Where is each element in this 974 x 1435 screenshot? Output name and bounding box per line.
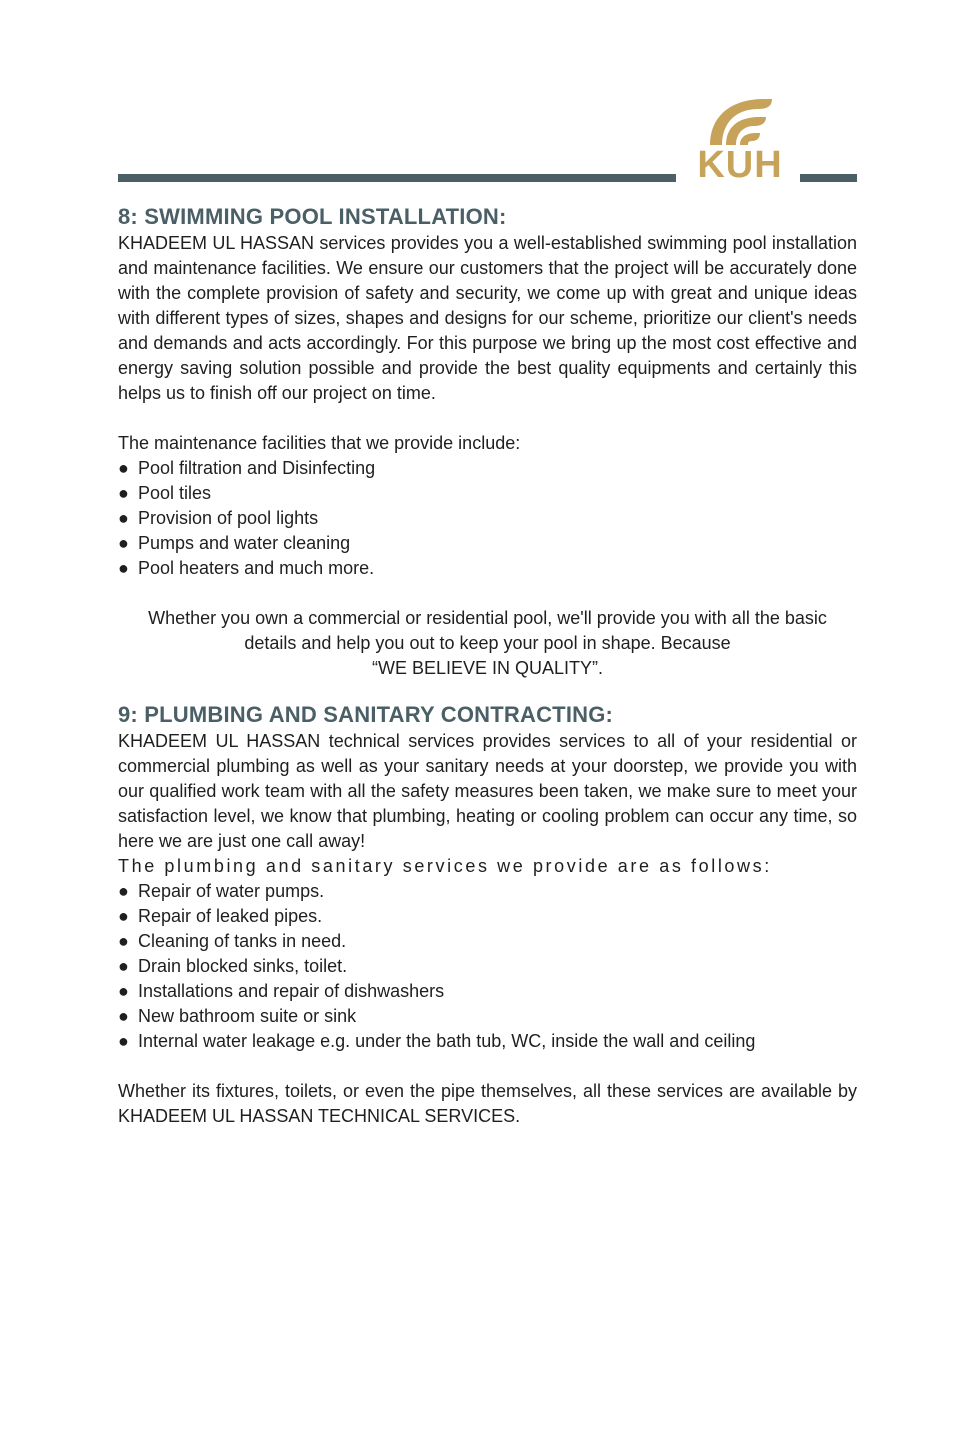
list-item: ● Pumps and water cleaning [118,531,857,556]
list-item: ● Drain blocked sinks, toilet. [118,954,857,979]
bullet-icon: ● [118,508,129,528]
list-item: ● Repair of water pumps. [118,879,857,904]
logo-text: KUH [697,144,783,186]
list-item: ● Pool heaters and much more. [118,556,857,581]
bullet-icon: ● [118,981,129,1001]
bullet-icon: ● [118,906,129,926]
list-item: ● Provision of pool lights [118,506,857,531]
page-content [118,203,857,1129]
list-item: ● Pool filtration and Disinfecting [118,456,857,481]
section-8-list-intro: The maintenance facilities that we provide include: [118,433,521,453]
section-8-slogan: “WE BELIEVE IN QUALITY”. [371,658,604,678]
section-8-intro: KHADEEM UL HASSAN services provides you a well-established swimming pool installation and maintenance facilities. We ensure our customers that the project will be accurately done with the complete provision of safety and security, we come up with great and unique ideas with different types of sizes, shapes and designs for our scheme, prioritize our client's needs and demands and acts accordingly. For this purpose we bring up the most cost effective and energy saving solution possible and provide the best quality equipments and certainly this helps us to finish off our project on time. [118,233,857,403]
section-8-heading: 8: SWIMMING POOL INSTALLATION: [118,204,507,229]
bullet-icon: ● [118,458,129,478]
header-rule-right [800,174,857,182]
section-8-list [118,456,857,581]
list-item: ● Cleaning of tanks in need. [118,929,857,954]
bullet-icon: ● [118,533,129,553]
bullet-icon: ● [118,1031,129,1051]
section-9-heading: 9: PLUMBING AND SANITARY CONTRACTING: [118,702,614,727]
section-8-closing: Whether you own a commercial or residential pool, we'll provide you with all the basic details and help you out to keep your pool in shape. Because [148,608,827,653]
section-9-list-intro: The plumbing and sanitary services we provide are as follows: [118,856,772,876]
bullet-icon: ● [118,881,129,901]
bullet-icon: ● [118,558,129,578]
header-rule-left [118,174,676,182]
wave-emblem-icon [702,95,778,147]
section-plumbing [118,701,857,1129]
list-item: ● Repair of leaked pipes. [118,904,857,929]
section-9-list [118,879,857,1054]
list-item: ● Pool tiles [118,481,857,506]
list-item: ● New bathroom suite or sink [118,1004,857,1029]
section-swimming-pool [118,203,857,681]
bullet-icon: ● [118,1006,129,1026]
company-logo [688,95,792,190]
section-9-closing: Whether its fixtures, toilets, or even the pipe themselves, all these services are available by KHADEEM UL HASSAN TECHNICAL SERVICES. [118,1081,857,1126]
section-9-intro: KHADEEM UL HASSAN technical services provides services to all of your residential or commercial plumbing as well as your sanitary needs at your doorstep, we provide you with our qualified work team with all the safety measures been taken, we make sure to meet your satisfaction level, we know that plumbing, heating or cooling problem can occur any time, so here we are just one call away! [118,731,857,851]
bullet-icon: ● [118,931,129,951]
bullet-icon: ● [118,956,129,976]
list-item: ● Installations and repair of dishwashers [118,979,857,1004]
list-item: ● Internal water leakage e.g. under the bath tub, WC, inside the wall and ceiling [118,1029,857,1054]
bullet-icon: ● [118,483,129,503]
